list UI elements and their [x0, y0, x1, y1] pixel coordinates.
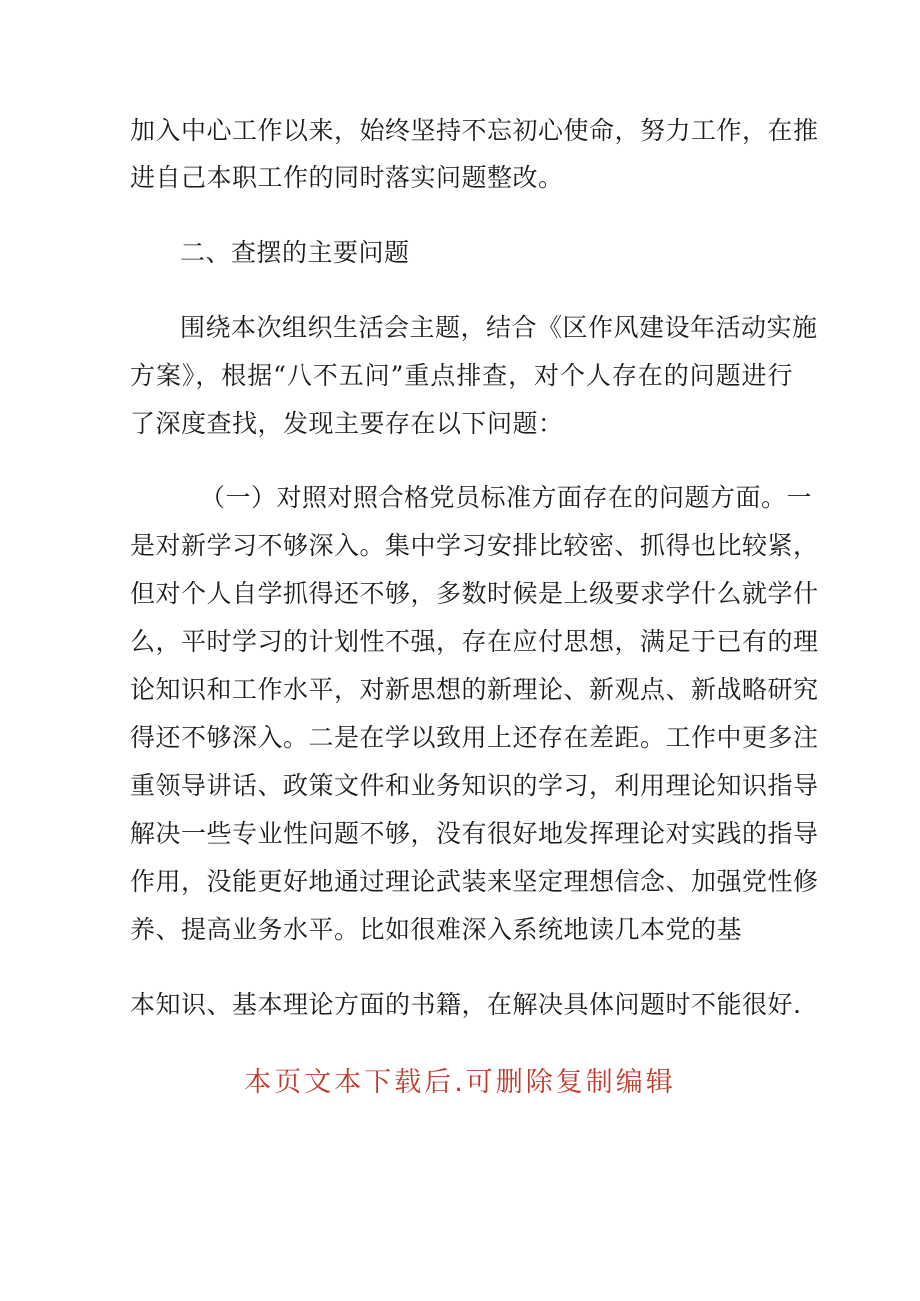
paragraph-issues-line-5: 论知识和工作水平，对新思想的新理论、新观点、新战略研究: [130, 675, 819, 704]
paragraph-issues-line-10: 养、提高业务水平。比如很难深入系统地读几本党的基: [130, 915, 743, 944]
paragraph-continuation: 本知识、基本理论方面的书籍，在解决具体问题时不能很好.: [130, 990, 802, 1019]
paragraph-issues-line-9: 作用，没能更好地通过理论武装来坚定理想信念、加强党性修: [130, 867, 819, 896]
paragraph-issues-line-1: （一）对照对照合格党员标准方面存在的问题方面。一: [200, 483, 813, 512]
paragraph-summary-line-2: 方案》，根据“八不五问”重点排查，对个人存在的问题进行: [130, 361, 793, 390]
download-edit-note: 本页文本下载后.可删除复制编辑: [244, 1067, 676, 1098]
paragraph-issues-line-3: 但对个人自学抓得还不够，多数时候是上级要求学什么就学什: [130, 579, 819, 608]
paragraph-summary-line-3: 了深度查找，发现主要存在以下问题：: [130, 409, 564, 438]
section-heading: 二、查摆的主要问题: [180, 238, 410, 267]
paragraph-issues-line-7: 重领导讲话、政策文件和业务知识的学习，利用理论知识指导: [130, 771, 819, 800]
paragraph-issues-line-8: 解决一些专业性问题不够，没有很好地发挥理论对实践的指导: [130, 819, 819, 848]
paragraph-intro-line-1: 加入中心工作以来，始终坚持不忘初心使命，努力工作，在推: [130, 116, 819, 145]
paragraph-issues-line-2: 是对新学习不够深入。集中学习安排比较密、抓得也比较紧，: [130, 531, 819, 560]
paragraph-issues-line-6: 得还不够深入。二是在学以致用上还存在差距。工作中更多注: [130, 723, 819, 752]
paragraph-summary-line-1: 围绕本次组织生活会主题，结合《区作风建设年活动实施: [180, 313, 818, 342]
paragraph-intro-line-2: 进自己本职工作的同时落实问题整改。: [130, 163, 564, 192]
paragraph-issues-line-4: 么，平时学习的计划性不强，存在应付思想，满足于已有的理: [130, 627, 819, 656]
